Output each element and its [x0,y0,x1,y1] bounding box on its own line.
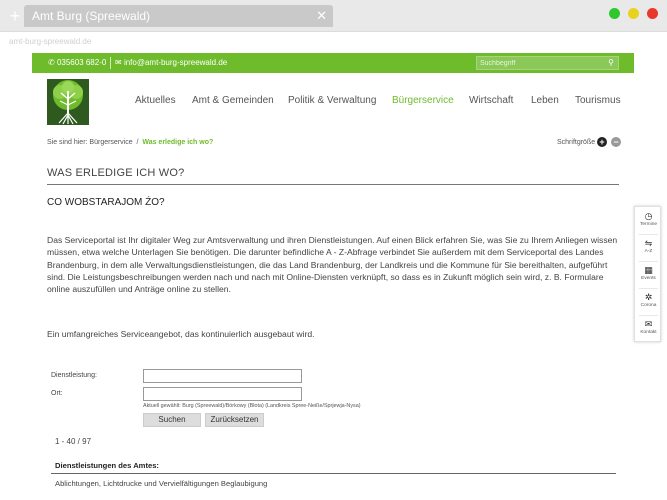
place-input[interactable] [143,387,302,401]
tab-title: Amt Burg (Spreewald) [32,9,151,23]
email-address: info@amt-burg-spreewald.de [123,58,228,67]
phone-icon: ✆ [48,58,55,67]
url-text: amt-burg-spreewald.de [9,37,92,46]
offer-paragraph: Ein umfangreiches Serviceangebot, das kontinuierlich ausgebaut wird. [47,329,315,339]
breadcrumb-parent[interactable]: Bürgerservice [89,139,133,146]
nav-item-politik-verwaltung[interactable]: Politik & Verwaltung [288,95,377,106]
browser-chrome [0,0,667,52]
phone-link[interactable] [48,58,106,67]
quick-link-label: Corona [640,303,657,308]
page-subtitle: CO WOBSTARAJOM ŹO? [47,197,165,208]
search-button[interactable]: Suchen [143,413,201,427]
quick-link-label: Events [641,276,656,281]
nav-item-wirtschaft[interactable]: Wirtschaft [469,95,514,106]
clock-icon: ◷ [644,211,653,221]
quick-link-a-z[interactable] [635,238,662,255]
font-size-label: Schriftgröße [557,139,596,146]
title-divider [47,184,619,185]
divider [639,315,658,316]
browser-tab[interactable] [24,5,333,27]
result-count: 1 - 40 / 97 [55,437,92,446]
font-increase-button[interactable]: + [597,137,607,147]
window-close-button[interactable] [647,8,658,19]
quick-links-panel [634,206,661,342]
quick-link-label: Kontakt [640,330,657,335]
site-logo[interactable] [47,79,89,125]
new-tab-button[interactable]: + [9,6,21,26]
divider [639,261,658,262]
nav-item-buergerservice[interactable]: Bürgerservice [392,95,454,106]
window-maximize-button[interactable] [609,8,620,19]
quick-link-label: A-Z [644,249,653,254]
breadcrumb-separator: / [136,139,139,146]
phone-number: 035603 682-0 [56,58,107,67]
nav-item-aktuelles[interactable]: Aktuelles [135,95,176,106]
envelope-icon: ✉ [644,319,653,329]
close-tab-icon[interactable]: ✕ [316,8,327,23]
intro-paragraph: Das Serviceportal ist Ihr digitaler Weg zur Amtsverwaltung und ihren Dienstleistungen. Auf einen Blick erfahren Sie, was Sie zu Ihrem Anliegen wissen müssen, etwa welche Unterlagen Sie benötigen. Die darunter befindliche A - Z-Abfrage verbindet Sie außerdem mit dem Serviceportal des Landes Brandenburg, in dem alle Verwaltungsdienstleistungen, die das Land Brandenburg, der Landkreis und die Kommune für Sie bereithalten, aufgeführt sind. Die Leistungsbeschreibungen werden nach und nach mit Online-Diensten verknüpft, so dass es in Zukunft möglich sein wird, z. B. Formulare online auszufüllen und Anträge online zu stellen. [47,235,618,295]
quick-link-termine[interactable] [635,211,662,228]
calendar-icon: ▦ [644,265,653,275]
window-minimize-button[interactable] [628,8,639,19]
search-icon[interactable]: ⚲ [608,58,614,67]
site-search [476,56,619,70]
page-title: WAS ERLEDIGE ICH WO? [47,167,185,179]
nav-item-tourismus[interactable]: Tourismus [575,95,621,106]
quick-link-label: Termine [639,222,658,227]
quick-link-kontakt[interactable] [635,319,662,336]
envelope-icon: ✉ [115,58,122,67]
email-link[interactable] [115,58,227,67]
selected-place-hint: Aktuell gewählt: Burg (Spreewald)/Bórkowy (Błota) (Landkreis Spree-Neiße/Sprjewja-Nysa) [143,403,361,409]
divider [639,234,658,235]
divider [639,288,658,289]
breadcrumb-current: Was erledige ich wo? [142,139,214,146]
breadcrumb [47,139,213,146]
virus-icon: ✲ [644,292,653,302]
address-bar[interactable] [0,31,667,52]
signpost-icon: ⇋ [644,238,653,248]
quick-link-events[interactable] [635,265,662,282]
divider [110,57,111,69]
results-divider [51,473,616,474]
nav-item-leben[interactable]: Leben [531,95,559,106]
service-label: Dienstleistung: [51,372,97,379]
breadcrumb-prefix: Sie sind hier: [47,139,88,146]
reset-button[interactable]: Zurücksetzen [205,413,264,427]
nav-item-amt-gemeinden[interactable]: Amt & Gemeinden [192,95,274,106]
search-input[interactable] [480,58,600,69]
service-input[interactable] [143,369,302,383]
quick-link-corona[interactable] [635,292,662,309]
contact-bar [32,53,634,73]
results-heading: Dienstleistungen des Amtes: [55,461,159,470]
font-decrease-button[interactable]: − [611,137,621,147]
place-label: Ort: [51,390,63,397]
list-item[interactable]: Ablichtungen, Lichtdrucke und Vervielfältigungen Beglaubigung [55,479,268,488]
